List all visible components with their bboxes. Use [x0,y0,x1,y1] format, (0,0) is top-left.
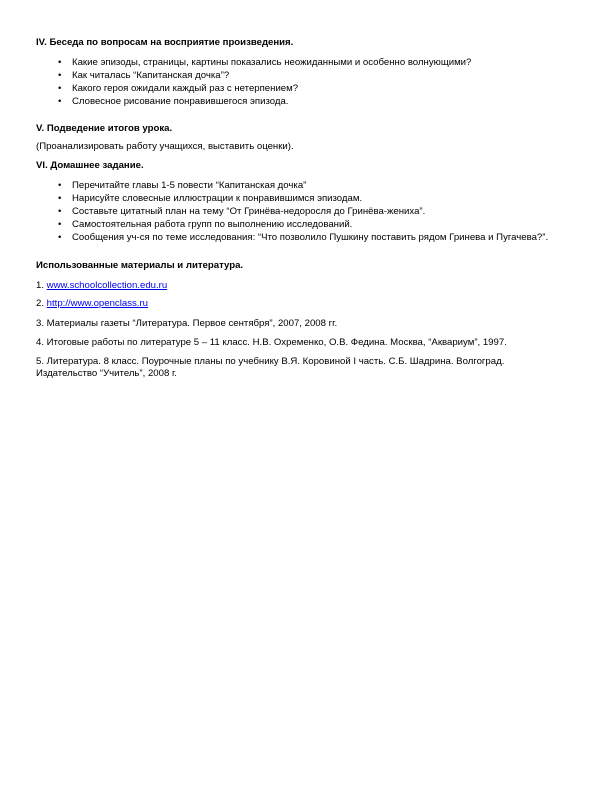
section-5-heading: V. Подведение итогов урока. [36,123,173,134]
list-item: • Сообщения уч-ся по теме исследования: “Что позволило Пушкину поставить рядом Гринева и Пугачева?”. [58,232,549,243]
list-item: • Как читалась “Капитанская дочка”? [58,70,230,81]
reference-4: 4. Итоговые работы по литературе 5 – 11 класс. Н.В. Охременко, О.В. Федина. Москва, “Аквариум”, 1997. [36,337,507,348]
section-6-heading: VI. Домашнее задание. [36,160,144,171]
reference-2: 2. http://www.openclass.ru [36,298,148,309]
bullet-icon: • [58,96,62,107]
references-heading: Использованные материалы и литература. [36,260,244,271]
bullet-icon: • [58,70,62,81]
reference-5 [36,356,576,380]
reference-1: 1. www.schoolcollection.edu.ru [36,280,168,291]
list-item: • Самостоятельная работа групп по выполнению исследований. [58,219,353,230]
list-item: • Какие эпизоды, страницы, картины показались неожиданными и особенно волнующими? [58,57,472,68]
reference-5-line-1: 5. Литература. 8 класс. Поурочные планы по учебнику В.Я. Коровиной I часть. С.Б. Шадрина. Волгоград. [36,356,505,367]
reference-5-line-2: Издательство “Учитель”, 2008 г. [36,368,177,379]
bullet-icon: • [58,57,62,68]
list-item: • Какого героя ожидали каждый раз с нетерпением? [58,83,299,94]
reference-2-link[interactable]: http://www.openclass.ru [46,298,148,309]
list-item: • Перечитайте главы 1-5 повести “Капитанская дочка” [58,180,307,191]
bullet-icon: • [58,232,62,243]
reference-3: 3. Материалы газеты “Литература. Первое сентября”, 2007, 2008 гг. [36,318,338,329]
bullet-icon: • [58,180,62,191]
list-item: • Нарисуйте словесные иллюстрации к понравившимся эпизодам. [58,193,363,204]
bullet-icon: • [58,219,62,230]
list-item: • Словесное рисование понравившегося эпизода. [58,96,289,107]
bullet-icon: • [58,206,62,217]
bullet-icon: • [58,193,62,204]
section-4-list [58,56,471,108]
reference-1-link[interactable]: www.schoolcollection.edu.ru [46,280,168,291]
section-6-list [58,179,548,244]
section-5-text: (Проанализировать работу учащихся, выставить оценки). [36,141,294,152]
section-4-heading: IV. Беседа по вопросам на восприятие произведения. [36,37,294,48]
bullet-icon: • [58,83,62,94]
list-item: • Составьте цитатный план на тему “От Гринёва-недоросля до Гринёва-жениха”. [58,206,426,217]
